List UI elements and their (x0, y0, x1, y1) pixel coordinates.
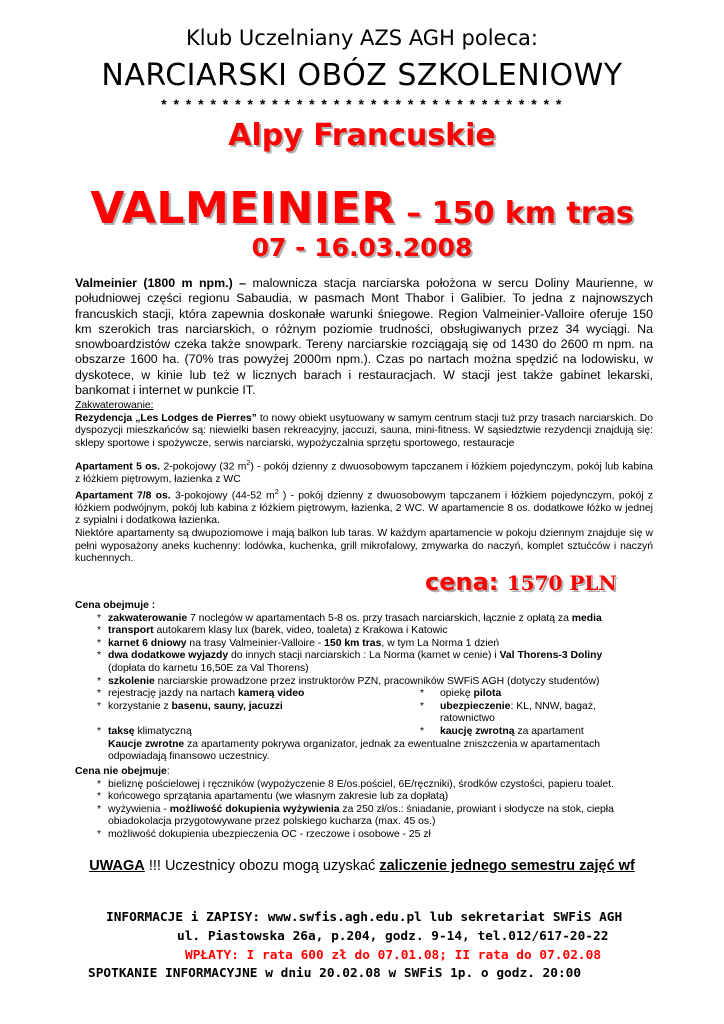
list-item (420, 701, 653, 726)
apartment-5-text-rest: ) - pokój dzienny z dwuosobowym tapczanem i łóżkiem pojedynczym, pokój lub kabina z łóżkiem piętrowym, łazienka z WC (75, 461, 653, 486)
item-bold: media (571, 612, 602, 624)
included-list (75, 613, 653, 689)
apartments-section (75, 458, 653, 566)
apartment-7-text: 3-pokojowy (44-52 m (170, 490, 275, 502)
list-item (420, 688, 653, 701)
list-row (75, 688, 653, 701)
info-payments: WPŁATY: I rata 600 zł do 07.01.08; II rata do 07.02.08 (185, 948, 602, 963)
bullet-icon: * (97, 803, 102, 815)
apartment-5-label: Apartament 5 os. (75, 461, 161, 473)
item-bold: zakwaterowanie (108, 612, 188, 624)
item-text: opiekę (440, 688, 474, 700)
warning-credit: zaliczenie jednego semestru zajęć wf (379, 858, 635, 874)
included-heading: Cena obejmuje : (75, 600, 156, 611)
warning-exclamation: !!! (144, 858, 161, 874)
item-text: , w tym La Norma 1 dzień (381, 637, 500, 649)
bullet-icon: * (420, 725, 425, 737)
item-text: końcowego sprzątania apartamentu (we własnym zakresie lub za dopłatą) (108, 791, 449, 803)
bullet-icon: * (420, 688, 425, 700)
list-item (75, 701, 420, 726)
residence-description: to nowy obiekt usytuowany w samym centrum stacji tuż przy trasach narciarskich. Do dyspozycji mieszkańców są: niewielki basen rekreacyjny, jaccuzi, sauna, mini-fitness. W sąsiedztwie rezydencji znajdują się: sklepy sportowe i spożywcze, serwis narciarski, wypożyczalnia sprzętu sportowego, restauracje (75, 412, 653, 449)
excluded-colon: : (166, 766, 170, 777)
price (425, 568, 617, 596)
bullet-icon: * (97, 612, 102, 624)
camp-dates: 07 - 16.03.2008 (251, 233, 473, 262)
item-bold: transport (108, 625, 154, 637)
item-bold: szkolenie (108, 675, 155, 687)
item-bold: 150 km tras (324, 637, 382, 649)
list-item (75, 829, 653, 842)
item-bold: możliwość dokupienia wyżywienia (169, 803, 340, 815)
accommodation-section (75, 400, 653, 450)
list-item (420, 726, 653, 739)
apartments-note: Niektóre apartamenty są dwupoziomowe i mają balkon lub taras. W każdym apartamencie w pokoju dziennym znajduje się w pełni wyposażony aneks kuchenny: lodówka, kuchenka, grill mikrofalowy, zmywarka do naczyń, komplet sztućców i naczyń kuchennych. (75, 527, 653, 565)
item-subtext: obiadokolacja przygotowywane przez polskiego kucharza (max. 45 os.) (108, 816, 436, 828)
item-text: korzystanie z (108, 700, 172, 712)
info-contact: INFORMACJE i ZAPISY: www.swfis.agh.edu.pl lub sekretariat SWFiS AGH (106, 910, 623, 925)
bullet-icon: * (97, 688, 102, 700)
item-subtext: (dopłata do karnetu 16,50E za Val Thorens) (108, 662, 309, 674)
region-title: Alpy Francuskie (228, 118, 496, 153)
list-item (75, 676, 653, 689)
item-text: wyżywienia - (108, 803, 170, 815)
price-label: cena: (425, 568, 507, 596)
deposit-note (75, 739, 653, 764)
bullet-icon: * (420, 700, 425, 712)
item-bold: kaucję zwrotną (440, 725, 515, 737)
item-bold: taksę (108, 725, 135, 737)
list-item (75, 625, 653, 638)
item-text: za 250 zł/os.: śniadanie, prowiant i słodycze na stok, ciepła (339, 803, 614, 815)
excluded-heading: Cena nie obejmuje (75, 766, 167, 777)
excluded-section (75, 766, 653, 842)
list-item (75, 613, 653, 626)
info-meeting: SPOTKANIE INFORMACYJNE w dniu 20.02.08 w SWFiS 1p. o godz. 20:00 (88, 966, 582, 981)
residence-name: Rezydencja „Les Lodges de Pierres” (75, 412, 257, 424)
item-text: 7 noclegów w apartamentach 5-8 os. przy trasach narciarskich, łącznie z opłatą za (187, 612, 572, 624)
bullet-icon: * (97, 791, 102, 803)
item-text: narciarskie prowadzone przez instruktorów PZN, pracowników SWFiS AGH (dotyczy studentów) (154, 675, 600, 687)
apartment-7-text-rest: ) - pokój dzienny z dwuosobowym tapczanem i łóżkiem pojedynczym, pokój z łóżkiem podwójnym, pokój lub kabina z łóżkiem piętrowym, łazienka, 2 WC. W apartamencie 8 os. dodatkowe łóżko w jednej z sypialni i dodatkowa łazienka. (75, 490, 653, 527)
warning-line (0, 858, 724, 874)
list-item (75, 791, 653, 804)
apartment-5-text: 2-pokojowy (32 m (160, 461, 247, 473)
item-bold: basenu, sauny, jacuzzi (171, 700, 283, 712)
list-item (75, 650, 653, 675)
item-bold: dwa dodatkowe wyjazdy (108, 650, 229, 662)
intro-paragraph (75, 276, 653, 398)
item-bold: pilota (473, 688, 502, 700)
item-bold: karnet 6 dniowy (108, 637, 187, 649)
bullet-icon: * (97, 778, 102, 790)
bullet-icon: * (97, 650, 102, 662)
list-item (75, 638, 653, 651)
camp-title: NARCIARSKI OBÓZ SZKOLENIOWY (101, 58, 623, 93)
intro-lead: Valmeinier (1800 m npm.) – (75, 276, 247, 290)
price-amount: 1570 PLN (506, 571, 617, 595)
list-row (75, 701, 653, 726)
list-item (75, 688, 420, 701)
bullet-icon: * (97, 637, 102, 649)
list-item (75, 804, 653, 829)
club-heading: Klub Uczelniany AZS AGH poleca: (186, 26, 538, 50)
item-text: za apartament (514, 725, 584, 737)
resort-name: VALMEINIER (90, 183, 396, 234)
bullet-icon: * (97, 828, 102, 840)
info-address: ul. Piastowska 26a, p.204, godz. 9-14, tel.012/617-20-22 (177, 929, 609, 944)
item-text: możliwość dokupienia ubezpieczenia OC - rzeczowe i osobowe - 25 zł (108, 828, 431, 840)
apartment-7-description (75, 487, 653, 528)
star-divider: * * * * * * * * * * * * * * * * * * * * * * * * * * * * * * * * * (161, 96, 563, 112)
accommodation-heading: Zakwaterowanie: (75, 400, 154, 411)
item-text: na trasy Valmeinier-Valloire - (186, 637, 325, 649)
item-bold: kamerą video (237, 688, 305, 700)
warning-label: UWAGA (89, 858, 145, 874)
item-text: klimatyczną (134, 725, 192, 737)
item-bold: ubezpieczenie (440, 700, 511, 712)
item-text: bieliznę pościelowej i ręczników (wypożyczenie 8 E/os.pościel, 6E/ręczniki), środków czystości, papieru toalet. (108, 778, 614, 790)
apartment-7-sup: 2 (274, 488, 279, 496)
excluded-list (75, 779, 653, 842)
item-bold: Val Thorens-3 Doliny (499, 650, 603, 662)
slopes-length: – 150 km tras (395, 196, 634, 231)
apartment-5-description (75, 458, 653, 487)
deposit-text: za apartamenty pokrywa organizator, jednak za ewentualne zniszczenia w apartamentach odpowiadają finansowo uczestnicy. (108, 738, 601, 763)
warning-text: Uczestnicy obozu mogą uzyskać (160, 858, 380, 874)
bullet-icon: * (97, 625, 102, 637)
list-row (75, 726, 653, 739)
list-item (75, 726, 420, 739)
intro-text: malownicza stacja narciarska położona w sercu Doliny Maurienne, w południowej części regionu Sabaudia, w pasmach Mont Thabor i Galibier. To jedna z najnowszych francuskich stacji, która zapewnia doskonałe warunki śniegowe. Region Valmeinier-Valloire oferuje 150 km szerokich tras narciarskich, o różnym poziomie trudności, obsługiwanych przez 34 wyciągi. Na snowboardzistów czeka także snowpark. Tereny narciarskie rozciągają się od 1430 do 2600 m npm. na obszarze 1600 ha. (70% tras powyżej 2000m npm.). Czas po nartach można spędzić na lodowisku, w dyskotece, w kinie lub też w licznych barach i restauracjach. W stacji jest także gabinet lekarski, bankomat i internet w punkcie IT. (75, 276, 653, 398)
item-text: autokarem klasy lux (barek, video, toaleta) z Krakowa i Katowic (153, 625, 448, 637)
bullet-icon: * (97, 700, 102, 712)
apartment-5-sup: 2 (246, 460, 251, 467)
item-text: rejestrację jazdy na nartach (108, 688, 238, 700)
resort-title (0, 183, 724, 234)
item-text: do innych stacji narciarskich : La Norma (karnet w cenie) i (228, 650, 500, 662)
apartment-7-label: Apartament 7/8 os. (75, 490, 171, 502)
item-text: : KL, NNW, bagaż, ratownictwo (440, 700, 596, 725)
list-item (75, 779, 653, 792)
bullet-icon: * (97, 675, 102, 687)
deposit-label: Kaucje zwrotne (108, 738, 185, 750)
bullet-icon: * (97, 725, 102, 737)
included-section (75, 600, 653, 764)
